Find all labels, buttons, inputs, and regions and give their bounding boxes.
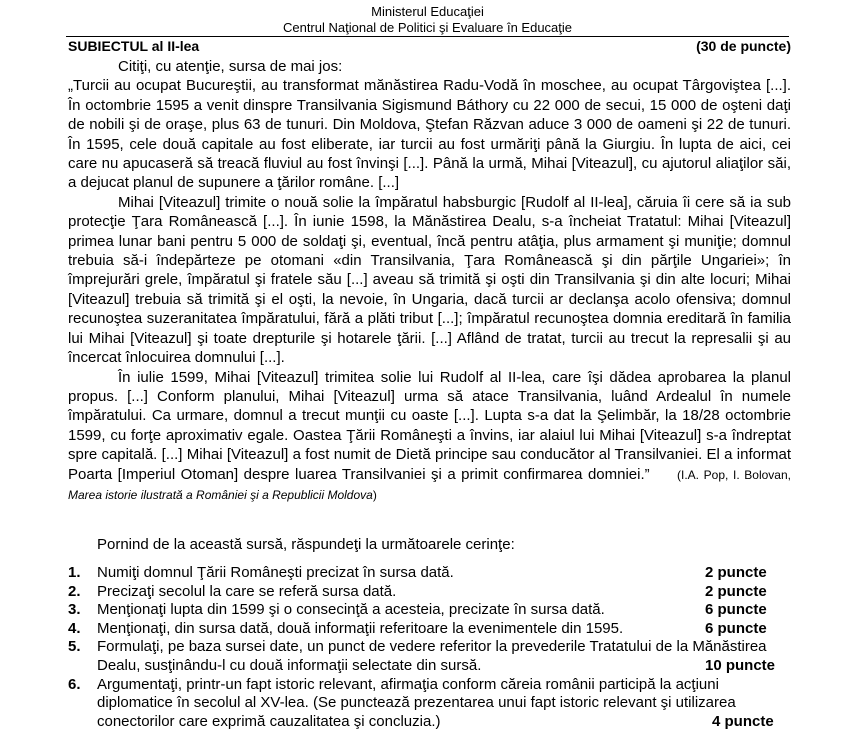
question-points: 4 puncte <box>712 712 774 730</box>
citation-authors: (I.A. Pop, I. Bolovan, <box>677 467 791 482</box>
source-paragraph-3 <box>68 368 791 506</box>
question-item <box>68 601 791 620</box>
question-item <box>68 583 791 602</box>
question-number: 3. <box>68 601 81 619</box>
question-item <box>68 564 791 583</box>
question-text <box>97 638 791 675</box>
questions-list <box>68 564 791 731</box>
source-intro: Citiţi, cu atenţie, sursa de mai jos: <box>118 58 343 75</box>
question-points: 2 puncte <box>705 582 767 600</box>
source-text <box>68 57 791 505</box>
page-header <box>0 0 855 37</box>
source-paragraph-3-text: În iulie 1599, Mihai [Viteazul] trimitea solie lui Rudolf al II-lea, care îşi dădea aprobarea la planul propus. [...] Conform planului, Mihai [Viteazul] urma să atace Transilvania, luând Ardealul în numele împăratului. Ca urmare, domnul a trecut munţii cu oaste [...]. Lupta s-a dat la Şelimbăr, la 18/28 octombrie 1599, cu forţe aproximativ egale. Oastea Ţării Româneşti a învins, iar alaiul lui Mihai [Viteazul] s-a îndreptat spre capitală. [...] Mihai [Viteazul] a fost numit de Dietă principe sau conducător al Transilvaniei. El a informat Poarta [Imperiul Otoman] despre luarea Transilvaniei şi a primit confirmarea domniei.” <box>68 368 791 483</box>
question-number: 2. <box>68 582 81 600</box>
question-number: 6. <box>68 675 81 693</box>
ministry-name: Ministerul Educaţiei <box>371 4 484 19</box>
question-text: Menţionaţi lupta din 1599 şi o consecinţă a acesteia, precizate în sursa dată. <box>97 601 605 619</box>
question-number: 1. <box>68 564 81 581</box>
question-text: Argumentaţi, printr-un fapt istoric relevant, afirmaţia conform căreia românii participă la acţiuni diplomatice în secolul al XV-lea. (Se punctează prezentarea unui fapt istoric relevant şi utilizarea conectorilor care exprimă cauzalitatea şi concluzia.) <box>97 675 736 730</box>
question-number: 4. <box>68 619 81 637</box>
question-points: 6 puncte <box>705 619 767 637</box>
question-points: 6 puncte <box>705 601 767 619</box>
source-paragraph-1: „Turcii au ocupat Bucureştii, au transformat mănăstirea Radu-Vodă în moschee, au ocupat Târgoviştea [...]. În octombrie 1595 a venit dinspre Transilvania Sigismund Báthory cu 22 000 de secui, 15 000 de oşteni daţi de nobili şi de oraşe, plus 63 de tunuri. Din Moldova, Ştefan Răzvan aduce 3 000 de oameni şi 22 de tunuri. În 1595, cele două capitale au fost eliberate, iar turcii au fost urmăriţi până la Giurgiu. În lupta de aici, cei care nu apucaseră să treacă fluviul au fost învinşi [...]. Până la urmă, Mihai [Viteazul], cu ajutorul aliaţilor săi, a dejucat planul de supunere a ţărilor române. [...] <box>68 77 791 192</box>
question-text: Menţionaţi, din sursa dată, două informaţii referitoare la evenimentele din 1595. <box>97 619 624 637</box>
question-points: 2 puncte <box>705 564 767 581</box>
source-paragraph-2: Mihai [Viteazul] trimite o nouă solie la împăratul habsburgic [Rudolf al II-lea], căruia îi cere să ia sub protecţie Ţara Românească [...]. În iunie 1598, la Mănăstirea Dealu, s-a încheiat Tratatul: Mihai [Viteazul] primea lunar bani pentru 5 000 de soldaţi şi, eventual, încă pentru atâţia, plus armament şi muniţie; domnul trebuia să-i îndepărteze pe otomani «din Transilvania, Ţara Românească şi din părţile Ungariei»; în împrejurări grele, împăratul şi fratele său [...] aveau să trimită şi oşti din Transilvania şi din alte locuri; Mihai [Viteazul] trebuia să trimită şi el oşti, la nevoie, în Ungaria, dacă turcii ar declanşa acolo ofensiva; domnul recunoştea suzeranitatea împăratului, fără a plăti tribut [...]; împăratul recunoştea domnia ereditară în familia lui Mihai [Viteazul] şi toate drepturile şi hotarele ţării. [...] Aflând de tratat, turcii au trecut la represalii şi au încercat înlocuirea domnului [...]. <box>68 193 791 367</box>
center-name: Centrul Naţional de Politici şi Evaluare în Educaţie <box>66 20 789 37</box>
subject-heading <box>68 38 791 55</box>
subject-title: SUBIECTUL al II-lea <box>68 38 200 54</box>
questions-prompt: Pornind de la această sursă, răspundeţi la următoarele cerinţe: <box>97 536 515 553</box>
question-text: Numiţi domnul Ţării Româneşti precizat în sursa dată. <box>97 564 454 581</box>
question-item <box>68 676 791 732</box>
question-number: 5. <box>68 638 81 656</box>
question-points: 10 puncte <box>705 656 776 674</box>
question-item <box>68 620 791 639</box>
question-text: Precizaţi secolul la care se referă sursa dată. <box>97 582 397 600</box>
citation-title: Marea istorie ilustrată a României şi a Republicii Moldova <box>68 487 373 502</box>
question-text-body: Formulaţi, pe baza sursei date, un punct de vedere referitor la prevederile Tratatului de la Mănăstirea Dealu, susţinându-l cu două informaţii selectate din sursă. <box>97 638 767 674</box>
citation-end: ) <box>372 487 377 502</box>
subject-points: (30 de puncte) <box>696 38 791 54</box>
question-item <box>68 638 791 675</box>
